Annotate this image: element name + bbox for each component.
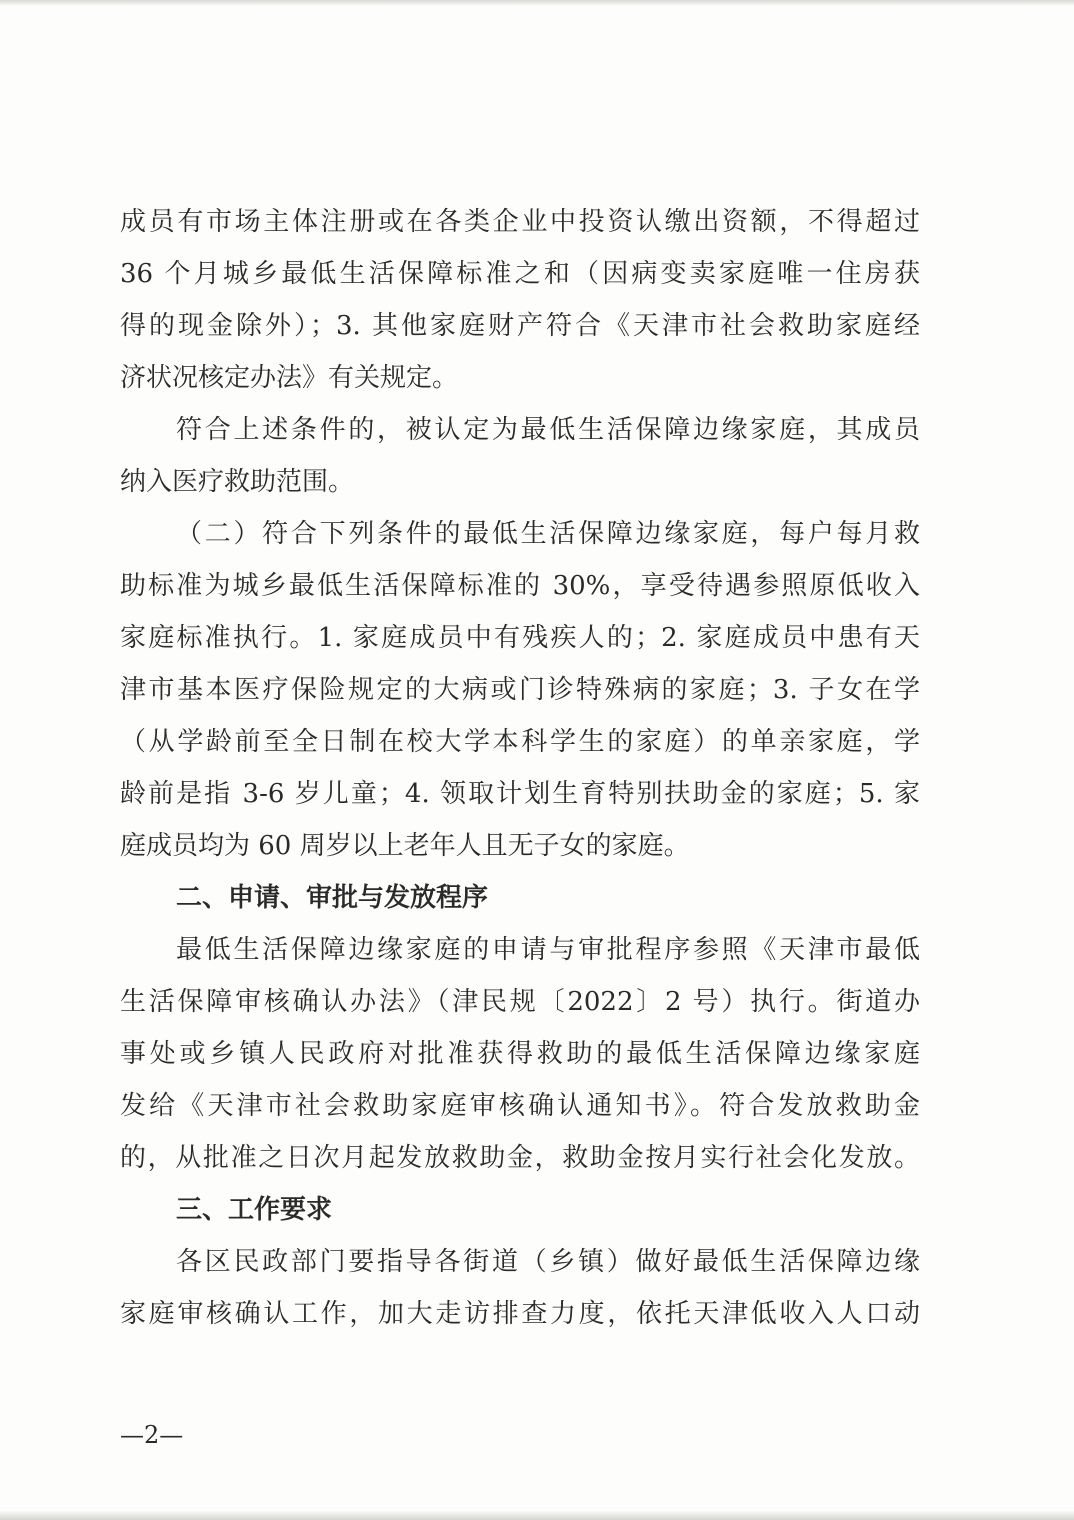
text-line: 最低生活保障边缘家庭的申请与审批程序参照《天津市最低 [176, 935, 920, 965]
text-line: 事处或乡镇人民政府对批准获得救助的最低生活保障边缘家庭 [120, 1039, 920, 1069]
text-line: 助标准为城乡最低生活保障标准的 30%，享受待遇参照原低收入 [120, 571, 920, 601]
text-line: 生活保障审核确认办法》（津民规〔2022〕2 号）执行。街道办 [120, 987, 920, 1017]
text-line: 家庭审核确认工作，加大走访排查力度，依托天津低收入人口动 [120, 1299, 920, 1329]
text-line: 符合上述条件的，被认定为最低生活保障边缘家庭，其成员 [176, 415, 920, 445]
scan-bottom-edge [0, 1510, 1074, 1520]
text-line: 济状况核定办法》有关规定。 [120, 363, 459, 393]
body-text [120, 196, 920, 1340]
text-line: 纳入医疗救助范围。 [120, 467, 355, 497]
text-line: （从学龄前至全日制在校大学本科学生的家庭）的单亲家庭，学 [120, 727, 920, 757]
text-line: 的，从批准之日次月起发放救助金，救助金按月实行社会化发放。 [120, 1143, 920, 1173]
text-line: 龄前是指 3-6 岁儿童；4. 领取计划生育特别扶助金的家庭；5. 家 [120, 779, 920, 809]
text-line: 发给《天津市社会救助家庭审核确认通知书》。符合发放救助金 [120, 1091, 920, 1121]
text-line: 各区民政部门要指导各街道（乡镇）做好最低生活保障边缘 [176, 1247, 920, 1277]
page-number: —2— [120, 1421, 184, 1449]
text-line: 36 个月城乡最低生活保障标准之和（因病变卖家庭唯一住房获 [120, 259, 920, 289]
section-heading: 三、工作要求 [176, 1195, 333, 1225]
text-line: 津市基本医疗保险规定的大病或门诊特殊病的家庭；3. 子女在学 [120, 675, 920, 705]
section-heading: 二、申请、审批与发放程序 [176, 883, 489, 913]
scan-top-edge [0, 0, 1074, 6]
text-line: 得的现金除外）；3. 其他家庭财产符合《天津市社会救助家庭经 [120, 311, 920, 341]
text-line: 家庭标准执行。1. 家庭成员中有残疾人的；2. 家庭成员中患有天 [120, 623, 920, 653]
text-line: （二）符合下列条件的最低生活保障边缘家庭，每户每月救 [176, 519, 920, 549]
text-line: 成员有市场主体注册或在各类企业中投资认缴出资额，不得超过 [120, 207, 920, 237]
text-line: 庭成员均为 60 周岁以上老年人且无子女的家庭。 [120, 831, 690, 861]
